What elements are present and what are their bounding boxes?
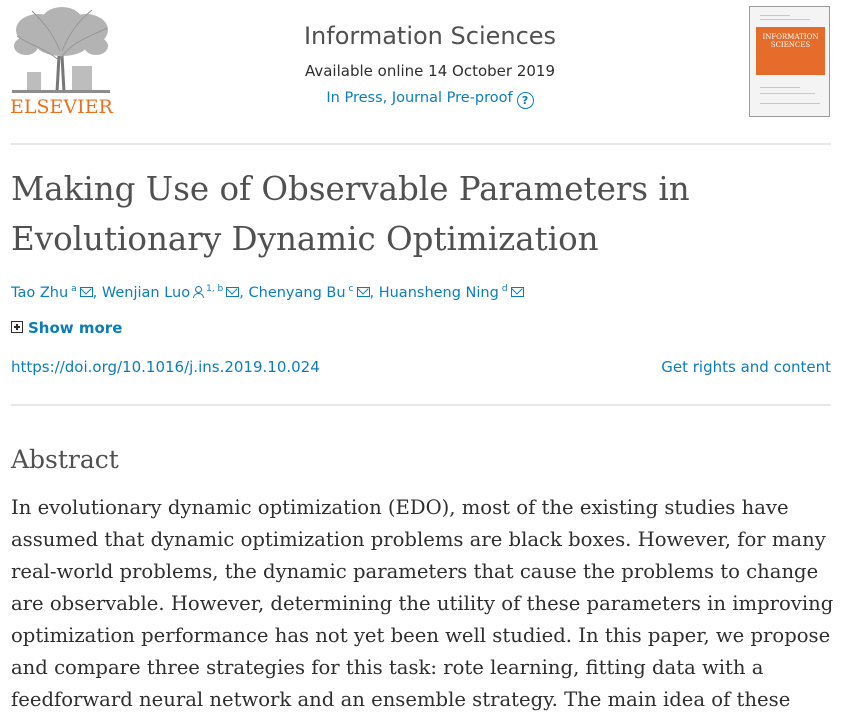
envelope-icon [80,287,93,297]
elsevier-logo[interactable] [10,6,112,118]
rights-link[interactable]: Get rights and content [661,358,831,376]
doi-link[interactable]: https://doi.org/10.1016/j.ins.2019.10.024 [11,358,320,376]
article-status[interactable] [230,90,630,109]
availability-date: Available online 14 October 2019 [304,62,555,80]
show-more-button[interactable] [11,319,122,337]
author-link[interactable] [249,285,370,301]
author-name: Huansheng Ning [378,285,499,301]
affiliation-marker: a [71,284,77,294]
publisher-name: ELSEVIER [10,96,113,118]
cover-decoration [760,19,810,20]
author-list: Tao Zhu $^a$ , Wenjian Luo $^{1, b}$ , Chenyang Bu $^c$ , Huansheng Ning $^d$ [11,284,524,301]
article-title: Making Use of Observable Parameters in Evolutionary Dynamic Optimization [11,170,690,258]
person-icon [193,286,203,298]
author-link[interactable] [379,285,524,301]
author-name: Tao Zhu [11,285,69,301]
affiliation-marker: d [501,284,508,294]
section-divider [11,404,831,406]
cover-decoration [760,93,815,94]
show-more-label: Show more [28,319,123,337]
author-name: Wenjian Luo [101,285,191,301]
affiliation-marker: 1, b [206,284,224,294]
header-divider [11,143,831,145]
abstract-heading: Abstract [11,445,119,474]
cover-decoration [760,87,800,88]
cover-title: INFORMATION SCIENCES [762,33,819,49]
envelope-icon [226,287,239,297]
cover-decoration [760,15,790,16]
author-link[interactable] [102,285,239,301]
help-icon[interactable]: ? [517,92,534,109]
envelope-icon [357,287,370,297]
journal-title-link[interactable]: Information Sciences [303,22,557,50]
journal-header [0,0,846,143]
affiliation-marker: c [348,284,354,294]
journal-cover[interactable] [749,6,830,117]
envelope-icon [511,287,524,297]
tree-logo-icon [12,6,110,94]
author-name: Chenyang Bu [248,285,346,301]
article-status-label: In Press, Journal Pre-proof [326,90,513,106]
author-link[interactable] [11,285,93,301]
abstract-text: In evolutionary dynamic optimization (EDO), most of the existing studies have assumed that dynamic optimization problems are black boxes. However, for many real-world problems, the dynamic parameters that cause the problems to change are observable. However, determining the utility of these parameters in improving optimization performance has not yet been well studied. In this paper, we propose and compare three strategies for this task: rote learning, fitting data with a feedforward neural network and an ensemble strategy. The main idea of these [11,496,834,711]
cover-decoration [760,103,820,104]
plus-box-icon [11,321,23,333]
